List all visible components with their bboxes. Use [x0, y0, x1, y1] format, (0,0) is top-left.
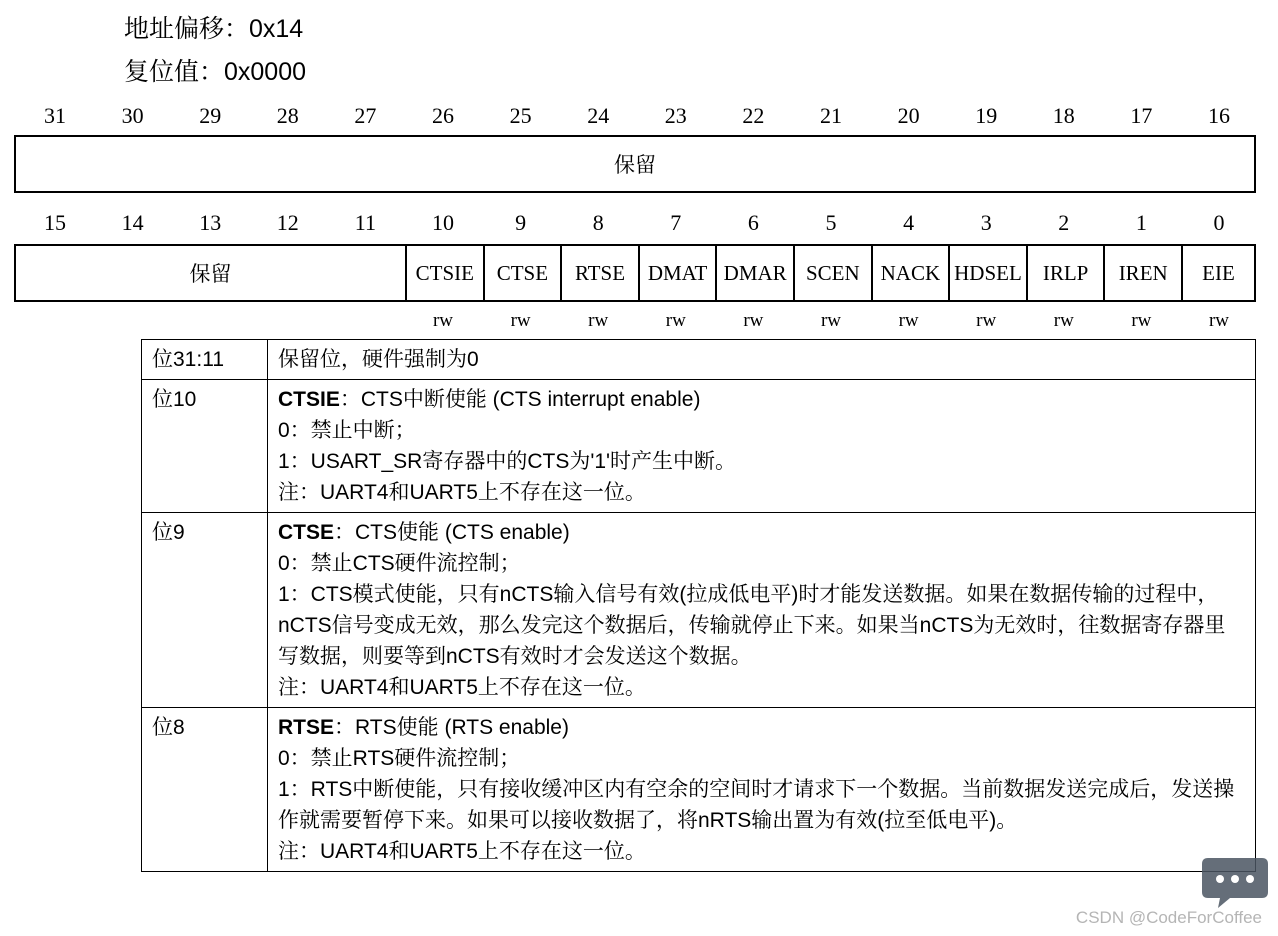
description-note: 注：UART4和UART5上不存在这一位。 — [278, 840, 646, 863]
bit-number: 11 — [354, 210, 376, 235]
register-field-cell: IREN — [1103, 246, 1181, 300]
access-label: rw — [1208, 310, 1230, 331]
register-field-cell: CTSIE — [405, 246, 483, 300]
table-row — [142, 708, 1256, 872]
access-row — [15, 309, 1259, 333]
bit-description — [268, 513, 1256, 708]
register-field-cell: NACK — [871, 246, 949, 300]
bit-number: 12 — [276, 210, 299, 235]
bit-number: 22 — [742, 103, 765, 128]
bit-number: 26 — [432, 103, 454, 128]
bit-number: 15 — [44, 210, 66, 235]
field-name: CTSIE — [278, 388, 340, 411]
table-row — [142, 340, 1256, 380]
bit-range: 位8 — [142, 708, 268, 872]
access-label: rw — [432, 310, 454, 331]
bit-number: 4 — [903, 210, 915, 235]
bit-number: 2 — [1058, 210, 1070, 235]
register-field-cell: HDSEL — [948, 246, 1026, 300]
bit-range: 位9 — [142, 513, 268, 708]
bit-number: 20 — [897, 103, 920, 128]
reserved-low-cell: 保留 — [189, 263, 232, 286]
bit-number: 16 — [1208, 103, 1230, 128]
watermark: CSDN @CodeForCoffee — [1075, 908, 1262, 927]
bit-number: 23 — [664, 103, 687, 128]
register-field-cell: CTSE — [483, 246, 561, 300]
access-label: rw — [588, 310, 609, 331]
description-line: 1：USART_SR寄存器中的CTS为'1'时产生中断。 — [278, 450, 737, 473]
description-line: 1：RTS中断使能，只有接收缓冲区内有空余的空间时才请求下一个数据。当前数据发送完成后，发送操作就需要暂停下来。如果可以接收数据了，将nRTS输出置为有效(拉至低电平)。 — [278, 778, 1235, 832]
bit-numbers-high — [15, 101, 1259, 131]
reset-value: 复位值：0x0000 — [124, 58, 307, 86]
description-line: 0：禁止CTS硬件流控制； — [278, 552, 521, 575]
register-field-cell: SCEN — [793, 246, 871, 300]
register-field-cell: IRLP — [1026, 246, 1104, 300]
bit-description — [268, 708, 1256, 872]
bit-number: 27 — [354, 103, 377, 128]
register-low — [14, 244, 1256, 302]
bit-number: 10 — [432, 210, 454, 235]
bit-number: 19 — [975, 103, 998, 128]
field-title: ：CTS使能 (CTS enable) — [334, 521, 570, 544]
description-note: 注：UART4和UART5上不存在这一位。 — [278, 676, 646, 699]
bit-number: 6 — [747, 210, 759, 235]
bit-number: 1 — [1135, 210, 1147, 235]
bit-number: 21 — [820, 103, 842, 128]
register-field-cell: EIE — [1181, 246, 1254, 300]
bit-number: 3 — [980, 210, 992, 235]
register-field-cell: DMAR — [715, 246, 793, 300]
access-label: rw — [1053, 310, 1074, 331]
field-name: CTSE — [278, 521, 335, 544]
access-label: rw — [820, 310, 842, 331]
access-label: rw — [898, 310, 919, 331]
field-title: ：CTS中断使能 (CTS interrupt enable) — [339, 388, 701, 411]
bit-number: 18 — [1052, 103, 1075, 128]
field-name: RTSE — [278, 716, 335, 739]
description-line: 0：禁止RTS硬件流控制； — [278, 747, 521, 770]
description-title — [278, 712, 1245, 743]
register-field-cell: RTSE — [560, 246, 638, 300]
bit-number: 5 — [825, 210, 837, 235]
register-field-cell: DMAT — [638, 246, 716, 300]
bit-number: 28 — [276, 103, 299, 128]
bit-number: 7 — [670, 210, 682, 235]
table-row — [142, 380, 1256, 513]
bit-number: 0 — [1213, 210, 1225, 235]
address-offset: 地址偏移：0x14 — [124, 15, 304, 43]
bit-number: 24 — [587, 103, 610, 128]
description-line: 0：禁止中断； — [278, 419, 416, 442]
bit-numbers-low — [15, 208, 1259, 238]
bit-description — [268, 380, 1256, 513]
description-title — [278, 384, 1245, 415]
reserved-high-cell: 保留 — [614, 154, 656, 177]
bit-range: 位10 — [142, 380, 268, 513]
access-label: rw — [743, 310, 764, 331]
bit-number: 9 — [515, 210, 527, 235]
description-title — [278, 517, 1245, 548]
access-label: rw — [665, 310, 686, 331]
table-row — [142, 513, 1256, 708]
bit-number: 30 — [121, 103, 144, 128]
bit-number: 25 — [509, 103, 532, 128]
bit-number: 17 — [1130, 103, 1153, 128]
access-label: rw — [510, 310, 531, 331]
description-line: 保留位，硬件强制为0 — [278, 348, 479, 371]
access-label: rw — [1131, 310, 1152, 331]
bit-number: 31 — [44, 103, 66, 128]
bit-number: 14 — [121, 210, 144, 235]
field-title: ：RTS使能 (RTS enable) — [334, 716, 569, 739]
bit-description — [268, 340, 1256, 380]
bit-range: 位31:11 — [142, 340, 268, 380]
chat-bubble-icon[interactable] — [1200, 854, 1270, 910]
register-high — [14, 135, 1256, 193]
bit-number: 29 — [199, 103, 222, 128]
description-note: 注：UART4和UART5上不存在这一位。 — [278, 481, 646, 504]
access-label: rw — [976, 310, 997, 331]
bit-number: 8 — [592, 210, 604, 235]
bit-number: 13 — [199, 210, 222, 235]
description-line: 1：CTS模式使能，只有nCTS输入信号有效(拉成低电平)时才能发送数据。如果在数据传输的过程中，nCTS信号变成无效，那么发完这个数据后，传输就停止下来。如果当nCTS为无效时，往数据寄存器里写数据，则要等到nCTS有效时才会发送这个数据。 — [278, 583, 1226, 668]
bit-description-table — [141, 339, 1256, 872]
